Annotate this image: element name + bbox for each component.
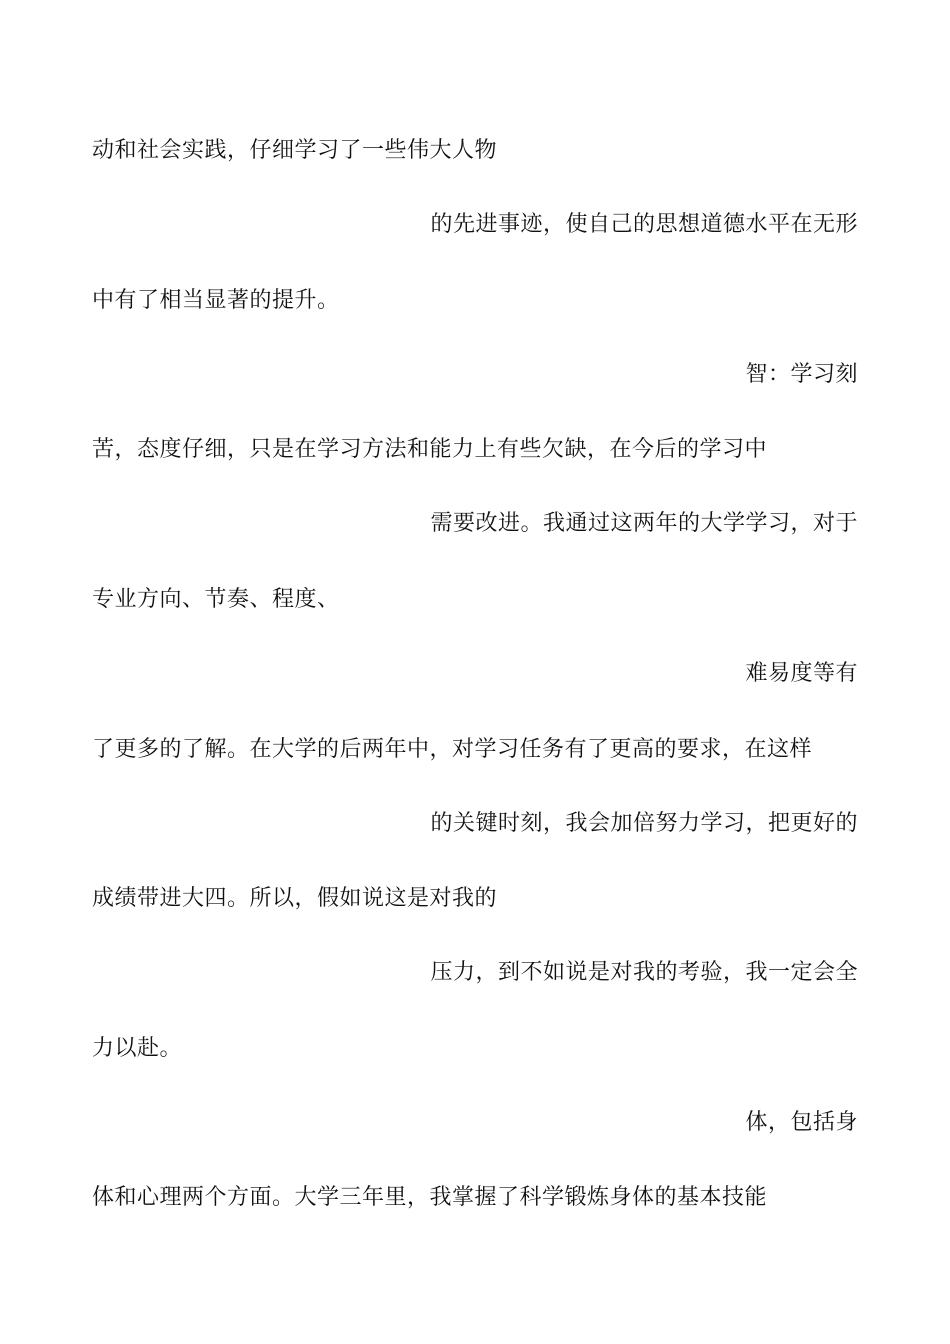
text-line-3: 中有了相当显著的提升。 xyxy=(92,288,340,313)
text-line-11: 成绩带进大四。所以，假如说这是对我的 xyxy=(92,886,498,911)
text-line-5: 苦，态度仔细，只是在学习方法和能力上有些欠缺，在今后的学习中 xyxy=(92,437,768,462)
text-line-10: 的关键时刻，我会加倍努力学习，把更好的 xyxy=(430,811,858,836)
text-line-6: 需要改进。我通过这两年的大学学习，对于 xyxy=(430,511,858,536)
text-line-9: 了更多的了解。在大学的后两年中，对学习任务有了更高的要求，在这样 xyxy=(92,737,813,762)
text-line-1: 动和社会实践，仔细学习了一些伟大人物 xyxy=(92,138,498,163)
text-line-14: 体，包括身 xyxy=(745,1110,858,1135)
text-line-2: 的先进事迹，使自己的思想道德水平在无形 xyxy=(430,212,858,237)
text-line-7: 专业方向、节奏、程度、 xyxy=(92,587,340,612)
text-line-8: 难易度等有 xyxy=(745,661,858,686)
text-line-15: 体和心理两个方面。大学三年里，我掌握了科学锻炼身体的基本技能 xyxy=(92,1185,768,1210)
text-line-12: 压力，到不如说是对我的考验，我一定会全 xyxy=(430,960,858,985)
text-line-4: 智：学习刻 xyxy=(745,362,858,387)
text-line-13: 力以赴。 xyxy=(92,1036,183,1061)
